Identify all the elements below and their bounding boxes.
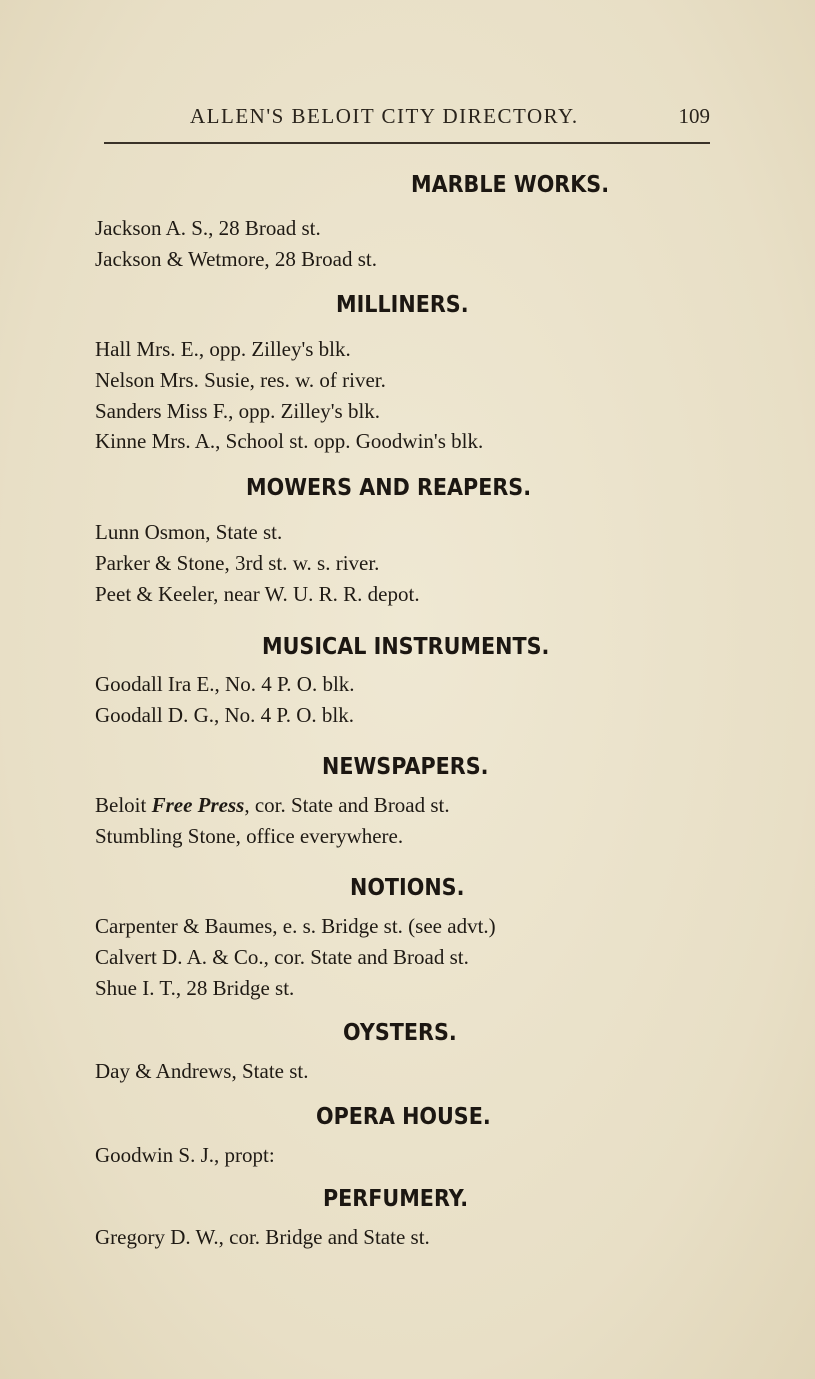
section-heading: NOTIONS. xyxy=(350,875,465,901)
running-title: ALLEN'S BELOIT CITY DIRECTORY. xyxy=(190,104,579,128)
list-item: Peet & Keeler, near W. U. R. R. depot. xyxy=(95,582,420,606)
list-item: Day & Andrews, State st. xyxy=(95,1059,309,1083)
list-item: Goodall Ira E., No. 4 P. O. blk. xyxy=(95,672,355,696)
section-heading: MUSICAL INSTRUMENTS. xyxy=(262,634,550,660)
list-item: Stumbling Stone, office everywhere. xyxy=(95,824,404,848)
entry-suffix: , cor. State and Broad st. xyxy=(244,793,450,817)
list-item: Calvert D. A. & Co., cor. State and Broad st. xyxy=(95,945,469,969)
newspaper-title: Free Press xyxy=(151,793,245,817)
list-item: Nelson Mrs. Susie, res. w. of river. xyxy=(95,368,386,392)
list-item: Hall Mrs. E., opp. Zilley's blk. xyxy=(95,337,351,361)
entry-prefix: Beloit xyxy=(95,793,152,817)
page-number: 109 xyxy=(678,104,710,128)
list-item: Gregory D. W., cor. Bridge and State st. xyxy=(95,1225,430,1249)
section-heading: OPERA HOUSE. xyxy=(316,1104,491,1130)
list-item: Goodall D. G., No. 4 P. O. blk. xyxy=(95,703,355,727)
list-item: Kinne Mrs. A., School st. opp. Goodwin's blk. xyxy=(95,429,484,453)
section-heading: MARBLE WORKS. xyxy=(411,172,610,198)
list-item: Jackson & Wetmore, 28 Broad st. xyxy=(95,247,377,271)
list-item: Lunn Osmon, State st. xyxy=(95,520,283,544)
section-heading: MOWERS AND REAPERS. xyxy=(246,475,532,501)
list-item xyxy=(95,793,450,818)
section-heading: MILLINERS. xyxy=(336,292,469,318)
list-item: Sanders Miss F., opp. Zilley's blk. xyxy=(95,399,381,423)
list-item: Shue I. T., 28 Bridge st. xyxy=(95,976,295,1000)
running-head xyxy=(190,104,710,129)
section-heading: OYSTERS. xyxy=(343,1020,457,1046)
section-heading: PERFUMERY. xyxy=(323,1186,469,1212)
list-item: Goodwin S. J., propt: xyxy=(95,1143,275,1167)
list-item: Jackson A. S., 28 Broad st. xyxy=(95,216,321,240)
list-item: Carpenter & Baumes, e. s. Bridge st. (see advt.) xyxy=(95,914,496,938)
section-heading: NEWSPAPERS. xyxy=(322,754,489,780)
list-item: Parker & Stone, 3rd st. w. s. river. xyxy=(95,551,380,575)
header-rule xyxy=(104,142,710,144)
